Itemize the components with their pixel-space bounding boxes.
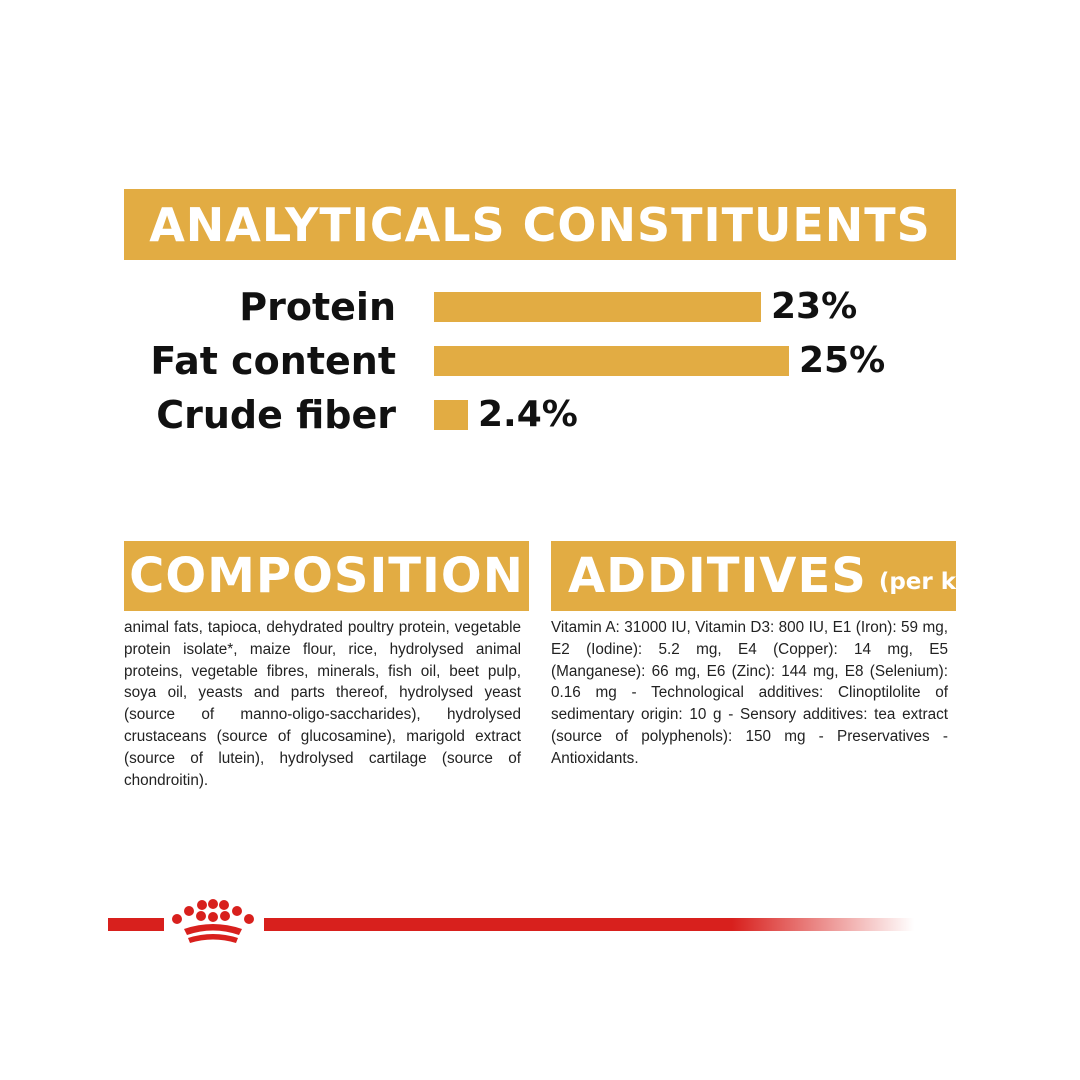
crown-logo-icon xyxy=(168,899,258,947)
composition-title-banner xyxy=(124,541,529,611)
crude-fiber-bar xyxy=(434,400,468,430)
additives-title: ADDITIVES xyxy=(568,548,867,604)
composition-title: COMPOSITION xyxy=(129,548,524,604)
protein-label: Protein xyxy=(239,285,396,329)
protein-percent: 23% xyxy=(771,286,858,327)
brand-line-left xyxy=(108,918,164,931)
analytics-title: ANALYTICALS CONSTITUENTS xyxy=(149,197,931,252)
composition-text: animal fats, tapioca, dehydrated poultry protein, vegetable protein isolate*, maize flour, rice, hydrolysed animal proteins, vegetable fibres, minerals, fish oil, beet pulp, soya oil, yeasts and parts thereof, hydrolysed yeast (source of manno-oligo-saccharides), hydrolysed crustaceans (source of glucosamine), marigold extract (source of lutein), hydrolysed cartilage (source of chondroitin). xyxy=(124,619,521,789)
fat-content-percent: 25% xyxy=(799,340,886,381)
fat-content-label: Fat content xyxy=(150,339,396,383)
additives-title-banner xyxy=(551,541,984,611)
additives-text: Vitamin A: 31000 IU, Vitamin D3: 800 IU, E1 (Iron): 59 mg, E2 (Iodine): 5.2 mg, E4 (Copper): 14 mg, E5 (Manganese): 66 mg, E6 (Zinc): 144 mg, E8 (Selenium): 0.16 mg - Technological additives: Clinoptilolite of sedimentary origin: 10 g - Sensory additives: tea extract (source of polyphenols): 150 mg - Preservatives - Antioxidants. xyxy=(551,619,948,767)
crude-fiber-label: Crude fiber xyxy=(156,393,396,437)
protein-bar xyxy=(434,292,761,322)
analytics-title-banner xyxy=(124,189,956,260)
additives-subtitle: (per kg) xyxy=(878,569,984,595)
fat-content-bar xyxy=(434,346,789,376)
crude-fiber-percent: 2.4% xyxy=(478,394,578,435)
brand-line-right xyxy=(264,918,914,931)
